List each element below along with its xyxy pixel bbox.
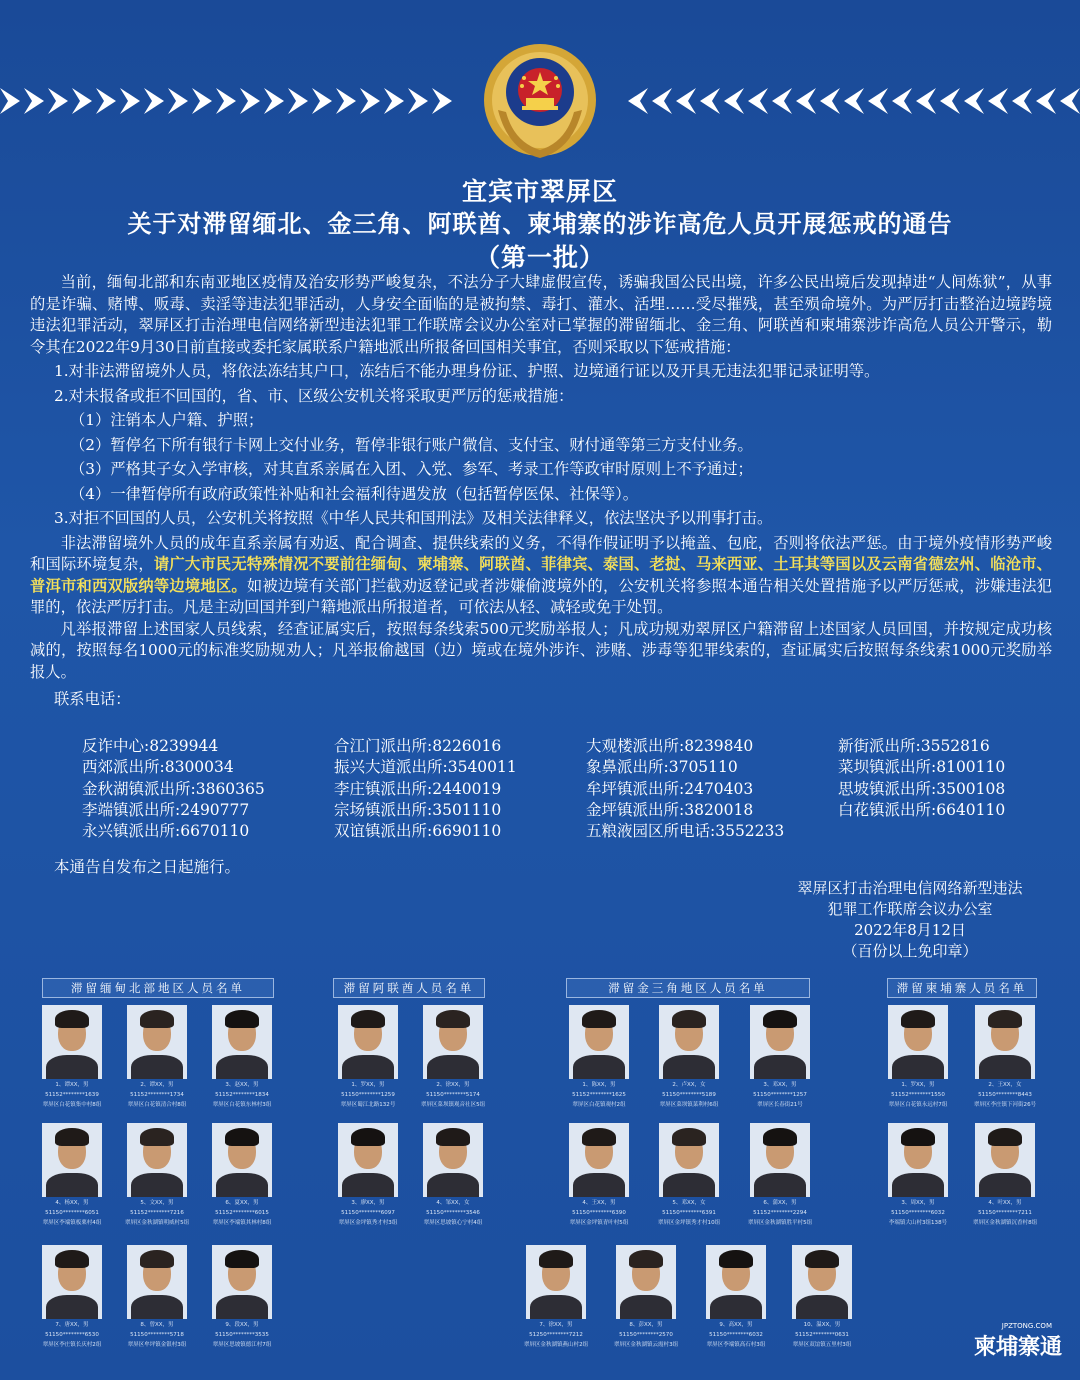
person-id: 51152********1834 [215, 1091, 269, 1098]
person-photo [526, 1245, 586, 1319]
person-name: 4、邹XX，女 [436, 1199, 470, 1206]
person-address: 李端镇大山村3组138号 [888, 1219, 948, 1226]
person-card [604, 1245, 688, 1349]
paragraph-reward: 凡举报滞留上述国家人员线索，经查证属实后，按照每条线索500元奖励举报人；凡成功规劝翠屏区户籍滞留上述国家人员回国，并按规定成功核减的，按照每名1000元的标准奖励规劝人；凡举报偷越国（边）境或在境外涉诈、涉赌、涉毒等犯罪线索的，查证属实后按照每条线索1000元奖励举报人。 [30, 619, 1052, 681]
person-id: 51150********2570 [619, 1331, 673, 1338]
phone-entry: 宗场镇派出所:3501110 [334, 800, 502, 819]
phone-entry: 双谊镇派出所:6690110 [334, 822, 502, 841]
notice-title-batch: （第一批） [474, 243, 605, 272]
person-id: 51152********2294 [753, 1209, 807, 1216]
person-id: 51152********1625 [572, 1091, 626, 1098]
phone-entry: 李端镇派出所:2490777 [82, 800, 250, 819]
signoff-block [770, 878, 1050, 962]
person-id: 51150********6032 [709, 1331, 763, 1338]
contact-label: 联系电话： [54, 690, 131, 708]
phone-entry: 思坡镇派出所:3500108 [838, 779, 1006, 798]
issuer-line-1: 翠屏区打击治理电信网络新型违法 [797, 879, 1023, 897]
phone-entry: 五粮液园区所电话:3552233 [586, 822, 785, 841]
person-id: 51150********5189 [662, 1091, 716, 1098]
person-photo [127, 1123, 187, 1197]
person-card [963, 1005, 1047, 1109]
person-id: 51152********1734 [130, 1091, 184, 1098]
left-wing-decoration [0, 78, 470, 124]
person-card [30, 1245, 114, 1349]
person-address: 翠屏区李庄镇长庆村2组 [42, 1341, 102, 1348]
person-address: 翠屏区牟坪镇金银村3组 [127, 1341, 187, 1348]
person-name: 3、邓XX，男 [763, 1081, 797, 1088]
phone-entry: 永兴镇派出所:6670110 [82, 822, 250, 841]
phone-entry: 牟坪镇派出所:2470403 [586, 779, 754, 798]
person-card [647, 1005, 731, 1109]
person-address: 翠屏区金坪镇青叶村5组 [569, 1219, 629, 1226]
person-photo [42, 1245, 102, 1319]
person-name: 1、陈XX，男 [582, 1081, 616, 1088]
person-photo [127, 1245, 187, 1319]
notice-title-main: 关于对滞留缅北、金三角、阿联酋、柬埔寨的涉诈高危人员开展惩戒的通告 [127, 210, 953, 238]
person-card [876, 1005, 960, 1109]
police-emblem-icon [478, 40, 602, 164]
person-photo [42, 1123, 102, 1197]
person-name: 3、廖XX，男 [351, 1199, 385, 1206]
person-card [738, 1005, 822, 1109]
person-id: 51150********6390 [572, 1209, 626, 1216]
site-logo-text: 柬埔寨通 [973, 1335, 1062, 1360]
person-id: 51150********6051 [45, 1209, 99, 1216]
person-name: 6、蒲XX，男 [763, 1199, 797, 1206]
person-name: 10、温XX，男 [803, 1321, 841, 1328]
person-name: 7、徐XX，男 [539, 1321, 573, 1328]
phone-entry: 大观楼派出所:8239840 [586, 737, 754, 755]
person-card [115, 1123, 199, 1227]
person-card [30, 1123, 114, 1227]
phone-entry: 金坪镇派出所:3820018 [586, 800, 754, 819]
paragraph-relatives [30, 533, 1052, 619]
person-photo [975, 1123, 1035, 1197]
paragraph-relatives-c: 如被边境有关部门拦截劝返登记或者涉嫌偷渡境外的，公安机关将参照本通告相关处置措施予以严厉惩戒，涉嫌违法犯罪的，依法严厉打击。凡是主动回国并到户籍地派出所报道者，可依法从轻、减轻或免于处罚。 [30, 576, 1052, 616]
person-card [557, 1123, 641, 1227]
person-address: 翠屏区白花镇永远村7组 [888, 1101, 948, 1108]
person-address: 翠屏区李端镇板栗村4组 [42, 1219, 102, 1226]
person-name: 1、罗XX，男 [351, 1081, 385, 1088]
person-address: 翠屏区双谊镇五里村3组 [792, 1341, 852, 1348]
phone-entry: 合江门派出所:8226016 [334, 737, 502, 755]
travel-warning-highlight: 请广大市民无特殊情况不要前往缅甸、柬埔寨、阿联酋、菲律宾、泰国、老挝、马来西亚、土耳其等国以及云南省德宏州、临沧市、普洱市和西双版纳等边境地区。 [30, 555, 1052, 595]
measure-2: 2.对未报备或拒不回国的，省、市、区级公安机关将采取更严厉的惩戒措施： [54, 386, 574, 405]
person-photo [127, 1005, 187, 1079]
phone-entry: 菜坝镇派出所:8100110 [838, 758, 1006, 777]
phone-column-3 [586, 736, 838, 842]
person-name: 5、邓XX，女 [672, 1199, 706, 1206]
person-card [514, 1245, 598, 1349]
measure-2-sub-1: （1）注销本人户籍、护照； [70, 411, 264, 429]
person-id: 51150********8443 [978, 1091, 1032, 1098]
phone-entry: 白花镇派出所:6640110 [838, 800, 1006, 819]
person-address: 翠屏区李庄镇下河街26号 [973, 1101, 1037, 1108]
person-name: 1、谭XX，男 [55, 1081, 89, 1088]
person-id: 51150********3546 [426, 1209, 480, 1216]
person-address: 翠屏区金坪镇秀才村3组 [338, 1219, 398, 1226]
paragraph-relatives-a: 非法滞留境外人员的成年直系亲属有劝返、配合调查、提供线索的义务，不得作假证明予以掩盖、包庇，否则将依法严惩。由于境外疫情形势严峻和国际环境复杂， [30, 533, 1052, 573]
person-card [326, 1005, 410, 1109]
person-card [326, 1123, 410, 1227]
effective-statement: 本通告自发布之日起施行。 [54, 858, 241, 876]
phone-entry: 金秋湖镇派出所:3860365 [82, 779, 265, 798]
person-photo [888, 1005, 948, 1079]
notice-body [30, 272, 1052, 711]
person-photo [616, 1245, 676, 1319]
phone-entry: 李庄镇派出所:2440019 [334, 779, 502, 798]
person-name: 4、王XX，男 [582, 1199, 616, 1206]
person-card [30, 1005, 114, 1109]
list-title-golden-triangle: 滞留金三角地区人员名单 [566, 978, 810, 998]
person-photo [423, 1005, 483, 1079]
paragraph-intro: 当前，缅甸北部和东南亚地区疫情及治安形势严峻复杂，不法分子大肆虚假宣传，诱骗我国公民出境，许多公民出境后发现掉进“人间炼狱”，从事的是诈骗、赌博、贩毒、卖淫等违法犯罪活动，人身安全面临的是被拘禁、毒打、灌水、活埋……受尽摧残，甚至殒命境外。为严厉打击整治边境跨境违法犯罪活动，翠屏区打击治理电信网络新型违法犯罪工作联席会议办公室对已掌握的滞留缅北、金三角、阿联酋和柬埔寨涉诈高危人员公开警示，勒令其在2022年9月30日前直接或委托家属联系户籍地派出所报备回国相关事宜，否则采取以下惩戒措施： [30, 273, 1052, 356]
phone-entry: 西郊派出所:8300034 [82, 758, 234, 777]
measure-2-sub-4: （4）一律暂停所有政府政策性补贴和社会福利待遇发放（包括暂停医保、社保等）。 [70, 484, 639, 503]
person-id: 51152********1639 [45, 1091, 99, 1098]
person-name: 4、杨XX，男 [55, 1199, 89, 1206]
person-photo [212, 1245, 272, 1319]
person-card [200, 1123, 284, 1227]
person-name: 2、谭XX，男 [140, 1081, 174, 1088]
person-card [115, 1005, 199, 1109]
person-address: 翠屏区金坪镇秀才村10组 [657, 1219, 721, 1226]
phone-column-1 [82, 736, 334, 842]
person-photo [706, 1245, 766, 1319]
measure-3: 3.对拒不回国的人员，公安机关将按照《中华人民共和国刑法》及相关法律释义，依法坚决予以刑事打击。 [54, 509, 773, 527]
person-address: 翠屏区金秋湖镇云霞村3组 [613, 1341, 679, 1348]
person-card [200, 1005, 284, 1109]
phone-entry: 新街派出所:3552816 [838, 737, 990, 755]
person-name: 2、徐XX，男 [436, 1081, 470, 1088]
person-address: 翠屏区菜坝镇观音社区5组 [420, 1101, 486, 1108]
phone-entry: 象鼻派出所:3705110 [586, 758, 738, 777]
person-photo [212, 1005, 272, 1079]
person-id: 51152********6015 [215, 1209, 269, 1216]
person-name: 2、王XX，女 [988, 1081, 1022, 1088]
person-address: 翠屏区白花镇清合村8组 [127, 1101, 187, 1108]
person-name: 1、罗XX，男 [901, 1081, 935, 1088]
person-name: 3、周XX，男 [901, 1199, 935, 1206]
person-address: 翠屏区长春街21号 [757, 1101, 803, 1108]
person-photo [888, 1123, 948, 1197]
list-title-cambodia: 滞留柬埔寨人员名单 [887, 978, 1037, 998]
person-photo [338, 1123, 398, 1197]
site-logo [973, 1322, 1062, 1361]
person-id: 51152********7216 [130, 1209, 184, 1216]
person-id: 51152********1550 [891, 1091, 945, 1098]
person-card [647, 1123, 731, 1227]
phone-entry: 振兴大道派出所:3540011 [334, 758, 517, 777]
person-address: 翠屏区白花镇东林村3组 [212, 1101, 272, 1108]
person-id: 51150********6530 [45, 1331, 99, 1338]
person-id: 51152********0631 [795, 1331, 849, 1338]
phone-column-2 [334, 736, 586, 842]
contact-phone-grid [82, 736, 1062, 842]
measure-1: 1.对非法滞留境外人员，将依法冻结其户口，冻结后不能办理身份证、护照、边境通行证以及开具无违法犯罪记录证明等。 [54, 362, 880, 380]
person-photo [975, 1005, 1035, 1079]
person-card [876, 1123, 960, 1227]
person-name: 7、唐XX，男 [55, 1321, 89, 1328]
person-id: 51150********1259 [341, 1091, 395, 1098]
person-name: 9、高XX，男 [719, 1321, 753, 1328]
issue-date: 2022年8月12日 [854, 921, 966, 939]
person-address: 翠屏区白花镇观村2组 [572, 1101, 626, 1108]
person-photo [659, 1123, 719, 1197]
person-card [694, 1245, 778, 1349]
person-id: 51150********5718 [130, 1331, 184, 1338]
seal-note: （百份以上免印章） [842, 942, 978, 960]
person-name: 8、彭XX，男 [629, 1321, 663, 1328]
person-photo [750, 1005, 810, 1079]
person-photo [569, 1123, 629, 1197]
person-address: 翠屏区金秋湖镇胜平村5组 [747, 1219, 813, 1226]
person-name: 2、卢XX，女 [672, 1081, 706, 1088]
person-card [411, 1005, 495, 1109]
person-name: 9、段XX，男 [225, 1321, 259, 1328]
person-address: 翠屏区李端镇高石村3组 [706, 1341, 766, 1348]
list-title-uae: 滞留阿联酋人员名单 [333, 978, 485, 998]
person-id: 51150********6391 [662, 1209, 716, 1216]
person-address: 翠屏区金秋湖镇沉香村8组 [972, 1219, 1038, 1226]
person-photo [750, 1123, 810, 1197]
right-wing-decoration [610, 78, 1080, 124]
person-name: 5、文XX，男 [140, 1199, 174, 1206]
notice-title-district: 宜宾市翠屏区 [461, 177, 618, 206]
person-address: 翠屏区白花镇集中村8组 [42, 1101, 102, 1108]
issuer-line-2: 犯罪工作联席会议办公室 [827, 900, 993, 918]
person-name: 4、叶XX，男 [988, 1199, 1022, 1206]
person-address: 翠屏区金秋湖镇燕山村2组 [523, 1341, 589, 1348]
person-card [200, 1245, 284, 1349]
person-photo [42, 1005, 102, 1079]
measure-2-sub-2: （2）暂停名下所有银行卡网上交付业务，暂停非银行账户微信、支付宝、财付通等第三方支付业务。 [70, 435, 753, 454]
list-title-burma: 滞留缅甸北部地区人员名单 [42, 978, 274, 998]
person-photo [423, 1123, 483, 1197]
person-id: 51150********3535 [215, 1331, 269, 1338]
person-id: 51150********7211 [978, 1209, 1032, 1216]
person-address: 翠屏区金秋湖镇明威村5组 [124, 1219, 190, 1226]
person-card [780, 1245, 864, 1349]
person-address: 翠屏区李端镇其林村8组 [212, 1219, 272, 1226]
person-photo [792, 1245, 852, 1319]
person-card [738, 1123, 822, 1227]
person-photo [338, 1005, 398, 1079]
person-address: 翠屏区菜坝镇菜利村6组 [659, 1101, 719, 1108]
person-address: 翠屏区蜀江北路132号 [340, 1101, 396, 1108]
person-name: 8、曾XX，男 [140, 1321, 174, 1328]
person-card [411, 1123, 495, 1227]
person-name: 6、夏XX，男 [225, 1199, 259, 1206]
person-address: 翠屏区思坡镇心宁村4组 [423, 1219, 483, 1226]
person-card [557, 1005, 641, 1109]
phone-entry: 反诈中心:8239944 [82, 737, 219, 755]
person-photo [569, 1005, 629, 1079]
person-address: 翠屏区思坡镇德江村7组 [212, 1341, 272, 1348]
person-card [115, 1245, 199, 1349]
person-id: 51150********5174 [426, 1091, 480, 1098]
person-id: 51150********1257 [753, 1091, 807, 1098]
person-id: 51250********7212 [529, 1331, 583, 1338]
person-name: 3、赵XX，男 [225, 1081, 259, 1088]
person-id: 51150********6032 [891, 1209, 945, 1216]
person-card [963, 1123, 1047, 1227]
phone-column-4 [838, 736, 1062, 842]
site-domain: JPZTONG.COM [1001, 1322, 1052, 1330]
measure-2-sub-3: （3）严格其子女入学审核，对其直系亲属在入团、入党、参军、考录工作等政审时原则上不予通过； [70, 460, 753, 478]
person-photo [212, 1123, 272, 1197]
person-photo [659, 1005, 719, 1079]
person-id: 51150********6097 [341, 1209, 395, 1216]
